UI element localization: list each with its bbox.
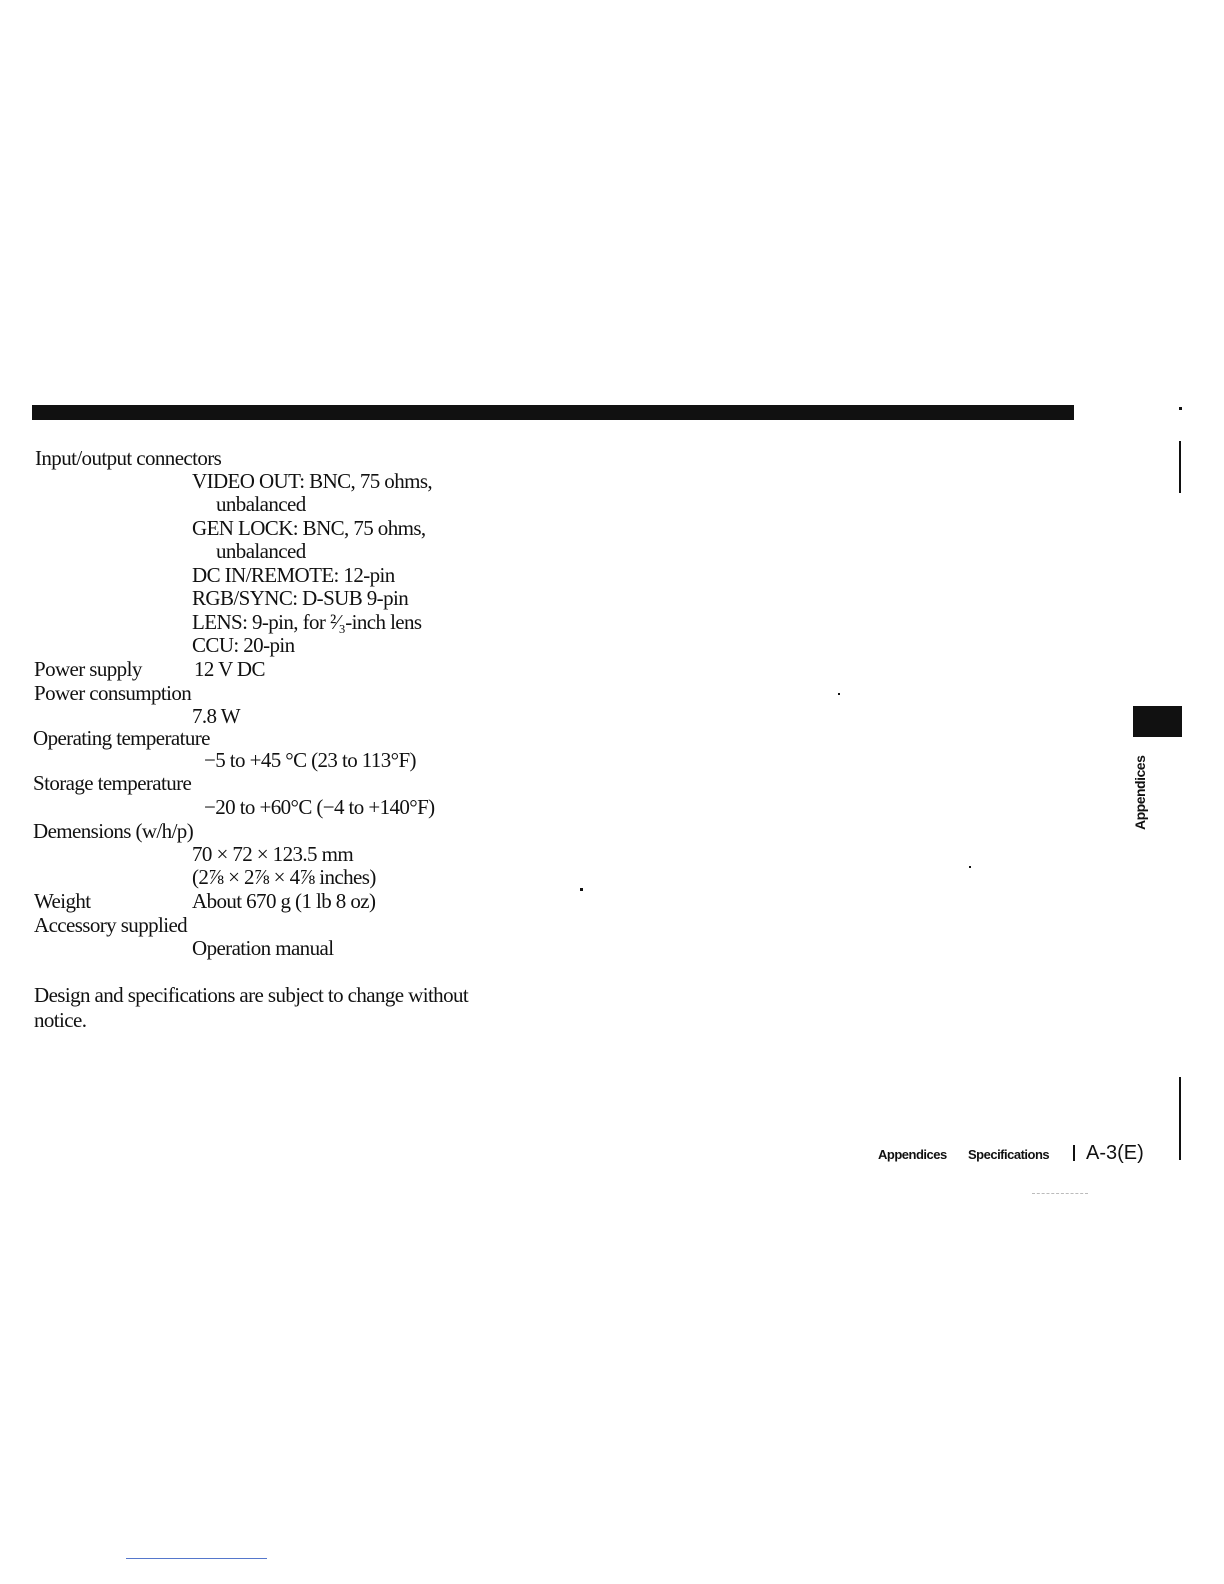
spec-label-power-consumption: Power consumption xyxy=(34,681,192,705)
spec-label-dimensions: Demensions (w/h/p) xyxy=(33,819,194,843)
stray-dot xyxy=(969,866,971,868)
spec-value-operating-temp: −5 to +45 °C (23 to 113°F) xyxy=(204,748,416,772)
spec-value-dc-in: DC IN/REMOTE: 12-pin xyxy=(192,563,395,587)
spec-value-gen-lock-cont: unbalanced xyxy=(216,539,306,563)
spec-label-io-connectors: Input/output connectors xyxy=(35,446,222,470)
stray-dot xyxy=(580,888,583,891)
margin-rule-bottom xyxy=(1179,1077,1181,1160)
margin-mark-top xyxy=(1179,407,1182,410)
spec-value-power-consumption: 7.8 W xyxy=(192,704,240,728)
spec-value-rgb-sync: RGB/SYNC: D-SUB 9-pin xyxy=(192,586,409,610)
side-tab-label: Appendices xyxy=(1132,755,1148,830)
section-tab-marker xyxy=(1133,706,1182,737)
scan-artifact-line xyxy=(126,1558,267,1559)
spec-value-accessory: Operation manual xyxy=(192,936,334,960)
spec-value-video-out: VIDEO OUT: BNC, 75 ohms, xyxy=(192,469,433,493)
spec-value-ccu: CCU: 20-pin xyxy=(192,633,295,657)
spec-value-storage-temp: −20 to +60°C (−4 to +140°F) xyxy=(204,795,435,819)
spec-value-lens: LENS: 9-pin, for ²⁄₃-inch lens xyxy=(192,610,422,634)
page-number: A-3(E) xyxy=(1086,1142,1144,1164)
spec-value-weight: About 670 g (1 lb 8 oz) xyxy=(192,889,376,913)
spec-label-power-supply: Power supply xyxy=(34,657,142,681)
notice-line-1: Design and specifications are subject to change without xyxy=(34,983,469,1007)
footer-separator xyxy=(1073,1145,1075,1161)
footer-section-name: Appendices xyxy=(878,1147,947,1162)
spec-label-storage-temp: Storage temperature xyxy=(33,771,192,795)
spec-label-operating-temp: Operating temperature xyxy=(33,726,210,750)
spec-label-weight: Weight xyxy=(34,889,91,913)
scan-artifact xyxy=(1032,1193,1088,1194)
notice-line-2: notice. xyxy=(34,1008,87,1032)
spec-value-dimensions-in: (2⅞ × 2⅞ × 4⅞ inches) xyxy=(192,865,376,889)
footer-subsection-name: Specifications xyxy=(968,1147,1050,1162)
section-header-bar xyxy=(32,405,1074,420)
spec-value-power-supply: 12 V DC xyxy=(194,657,265,681)
spec-label-accessory: Accessory supplied xyxy=(34,913,188,937)
margin-rule-top xyxy=(1179,441,1181,493)
spec-value-dimensions-mm: 70 × 72 × 123.5 mm xyxy=(192,842,354,866)
spec-value-video-out-cont: unbalanced xyxy=(216,492,306,516)
spec-value-gen-lock: GEN LOCK: BNC, 75 ohms, xyxy=(192,516,426,540)
stray-dot xyxy=(838,693,840,695)
